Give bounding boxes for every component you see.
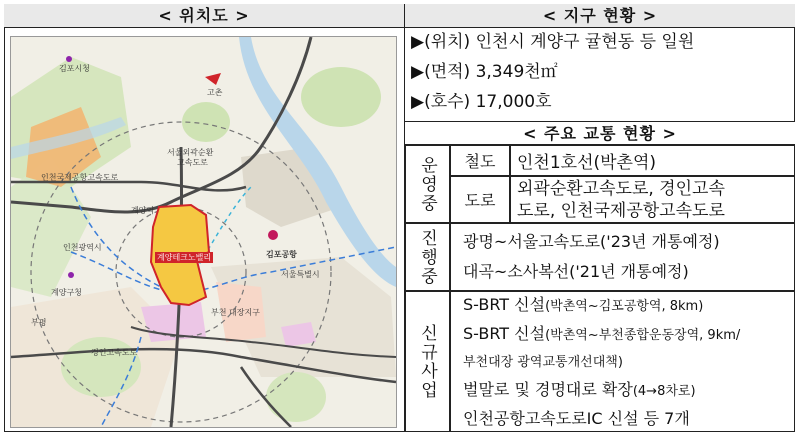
map-label-express: 고속도로 (177, 158, 208, 167)
rail-value: 인천1호선(박촌역) (517, 153, 657, 173)
district-location: ▶(위치) 인천시 계양구 귤현동 등 일원 (411, 32, 695, 52)
map-label-gimpo-airport: 김포공항 (266, 250, 297, 259)
map-label-gochon: 고촌 (207, 88, 223, 97)
map-label-gyeyang-tv: 계양테크노밸리 (157, 253, 212, 262)
map-label-gyeyang-office: 계양구청 (51, 288, 82, 297)
district-area: ▶(면적) 3,349천㎡ (411, 62, 558, 82)
new-line-5: 인천공항고속도로IC 신설 등 7개 (463, 409, 690, 428)
new-line-2 (463, 320, 740, 349)
progress-cell (450, 223, 795, 291)
operating-label: 운영중 (417, 155, 437, 213)
map-label-bupyeong: 부평 (31, 318, 47, 327)
progress-label-cell (405, 223, 450, 291)
district-header: < 지구 현황 > (405, 4, 795, 28)
new-label: 신규사업 (417, 323, 437, 400)
progress-line-2: 대곡~소사복선('21년 개통예정) (463, 262, 689, 281)
new-line-1-detail: (박촌역~김포공항역, 8km) (545, 299, 704, 314)
map-label-gimpo-city: 김포시청 (59, 64, 90, 73)
map-label-incheon-airport: 인천국제공항고속도로 (41, 173, 119, 182)
rail-type: 철도 (464, 152, 496, 171)
road-line-1: 외곽순환고속도로, 경인고속 (517, 178, 725, 199)
map-label-seoul: 서울특별시 (281, 270, 320, 279)
location-header: < 위치도 > (4, 4, 404, 28)
progress-label: 진행중 (417, 228, 437, 286)
new-line-1-main: S-BRT 신설 (463, 295, 546, 314)
map-label-seoul-ext: 서울외곽순환 (167, 148, 214, 157)
operating-label-cell (405, 145, 450, 223)
district-households: ▶(호수) 17,000호 (411, 92, 552, 112)
progress-line-1: 광명~서울고속도로('23년 개통예정) (463, 232, 720, 251)
new-line-4 (463, 376, 696, 405)
new-line-2-detail: (박촌역~부천종합운동장역, 9km/ (545, 328, 741, 343)
new-line-2-main: S-BRT 신설 (463, 324, 546, 343)
map-graphic (11, 37, 396, 427)
new-line-1 (463, 291, 703, 320)
road-cell (510, 176, 795, 223)
location-map (10, 36, 397, 428)
rail-cell (510, 145, 795, 176)
map-label-bucheon: 부천 대장지구 (211, 308, 260, 317)
road-type-cell (450, 176, 510, 223)
new-line-4-main: 벌말로 및 경명대로 확장 (463, 380, 633, 399)
road-type: 도로 (464, 191, 496, 210)
rail-type-cell (450, 145, 510, 176)
map-label-incheon-metro: 인천광역시 (63, 243, 102, 252)
map-label-gyeyang-station: 계양역 (131, 206, 155, 215)
new-line-4-detail: (4→8차로) (632, 384, 696, 399)
map-label-gyeongin: 경인고속도로 (91, 348, 138, 357)
transport-header: < 주요 교통 현황 > (405, 121, 795, 145)
road-line-2: 도로, 인천국제공항고속도로 (517, 200, 725, 221)
new-line-3: 부천대장 광역교통개선대책) (463, 355, 623, 370)
new-cell (450, 291, 795, 432)
status-panel (405, 4, 795, 432)
new-label-cell (405, 291, 450, 432)
